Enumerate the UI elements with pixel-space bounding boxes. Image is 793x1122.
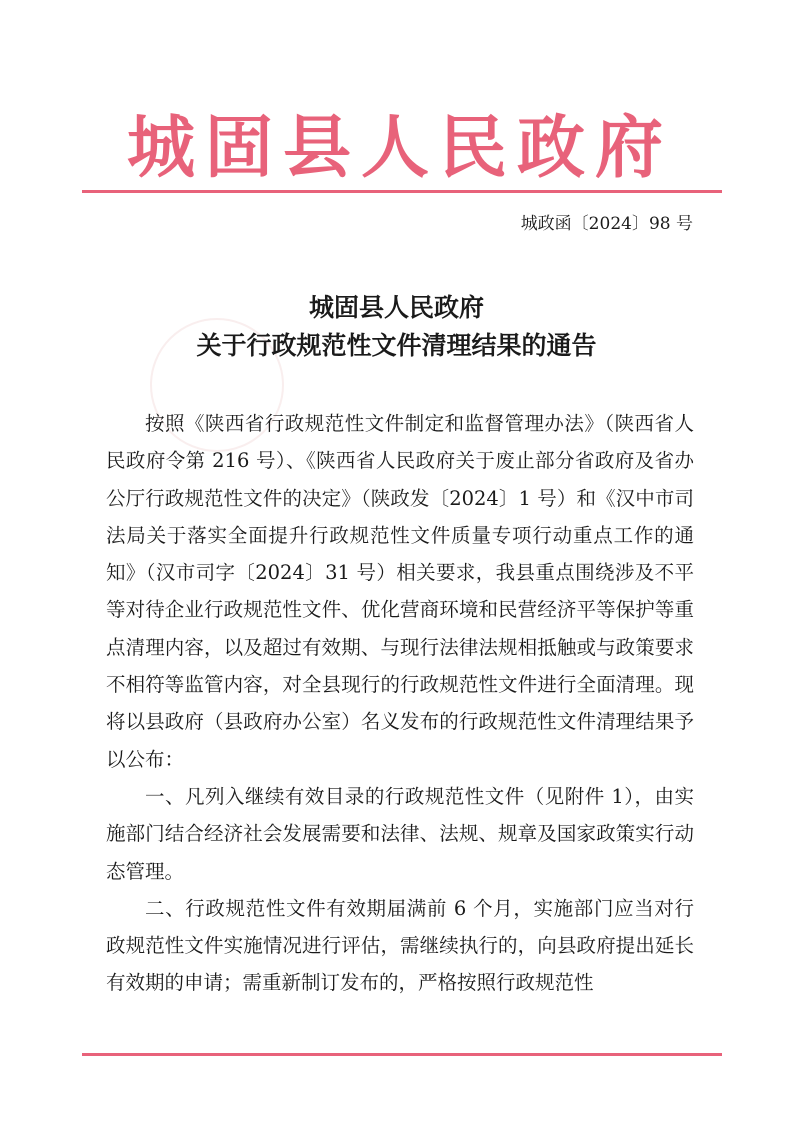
document-title-line-2: 关于行政规范性文件清理结果的通告 <box>196 331 597 360</box>
body-paragraph: 二、行政规范性文件有效期届满前 6 个月，实施部门应当对行政规范性文件实施情况进行评估，需继续执行的，向县政府提出延长有效期的申请；需重新制订发布的，严格按照行政规范性 <box>106 896 694 995</box>
body-paragraph: 一、凡列入继续有效目录的行政规范性文件（见附件 1），由实施部门结合经济社会发展需要和法律、法规、规章及国家政策实行动态管理。 <box>106 784 694 883</box>
header-red-rule <box>82 190 722 193</box>
document-title-line-1: 城固县人民政府 <box>308 293 484 322</box>
body-paragraph: 按照《陕西省行政规范性文件制定和监督管理办法》（陕西省人民政府令第 216 号）、《陕西省人民政府关于废止部分省政府及省办公厅行政规范性文件的决定》（陕政发〔2024〕1 号）和《汉中市司法局关于落实全面提升行政规范性文件质量专项行动重点工作的通知》（汉市司字〔2024〕31 号）相关要求，我县重点围绕涉及不平等对待企业行政规范性文件、优化营商环境和民营经济平等保护等重点清理内容，以及超过有效期、与现行法律法规相抵触或与政策要求不相符等监管内容，对全县现行的行政规范性文件进行全面清理。现将以县政府（县政府办公室）名义发布的行政规范性文件清理结果予以公布： <box>106 412 694 771</box>
document-body <box>106 405 694 1002</box>
document-number: 城政函〔2024〕98 号 <box>520 214 693 234</box>
issuing-org-header: 城固县人民政府 <box>126 108 673 188</box>
footer-red-rule <box>82 1053 722 1056</box>
